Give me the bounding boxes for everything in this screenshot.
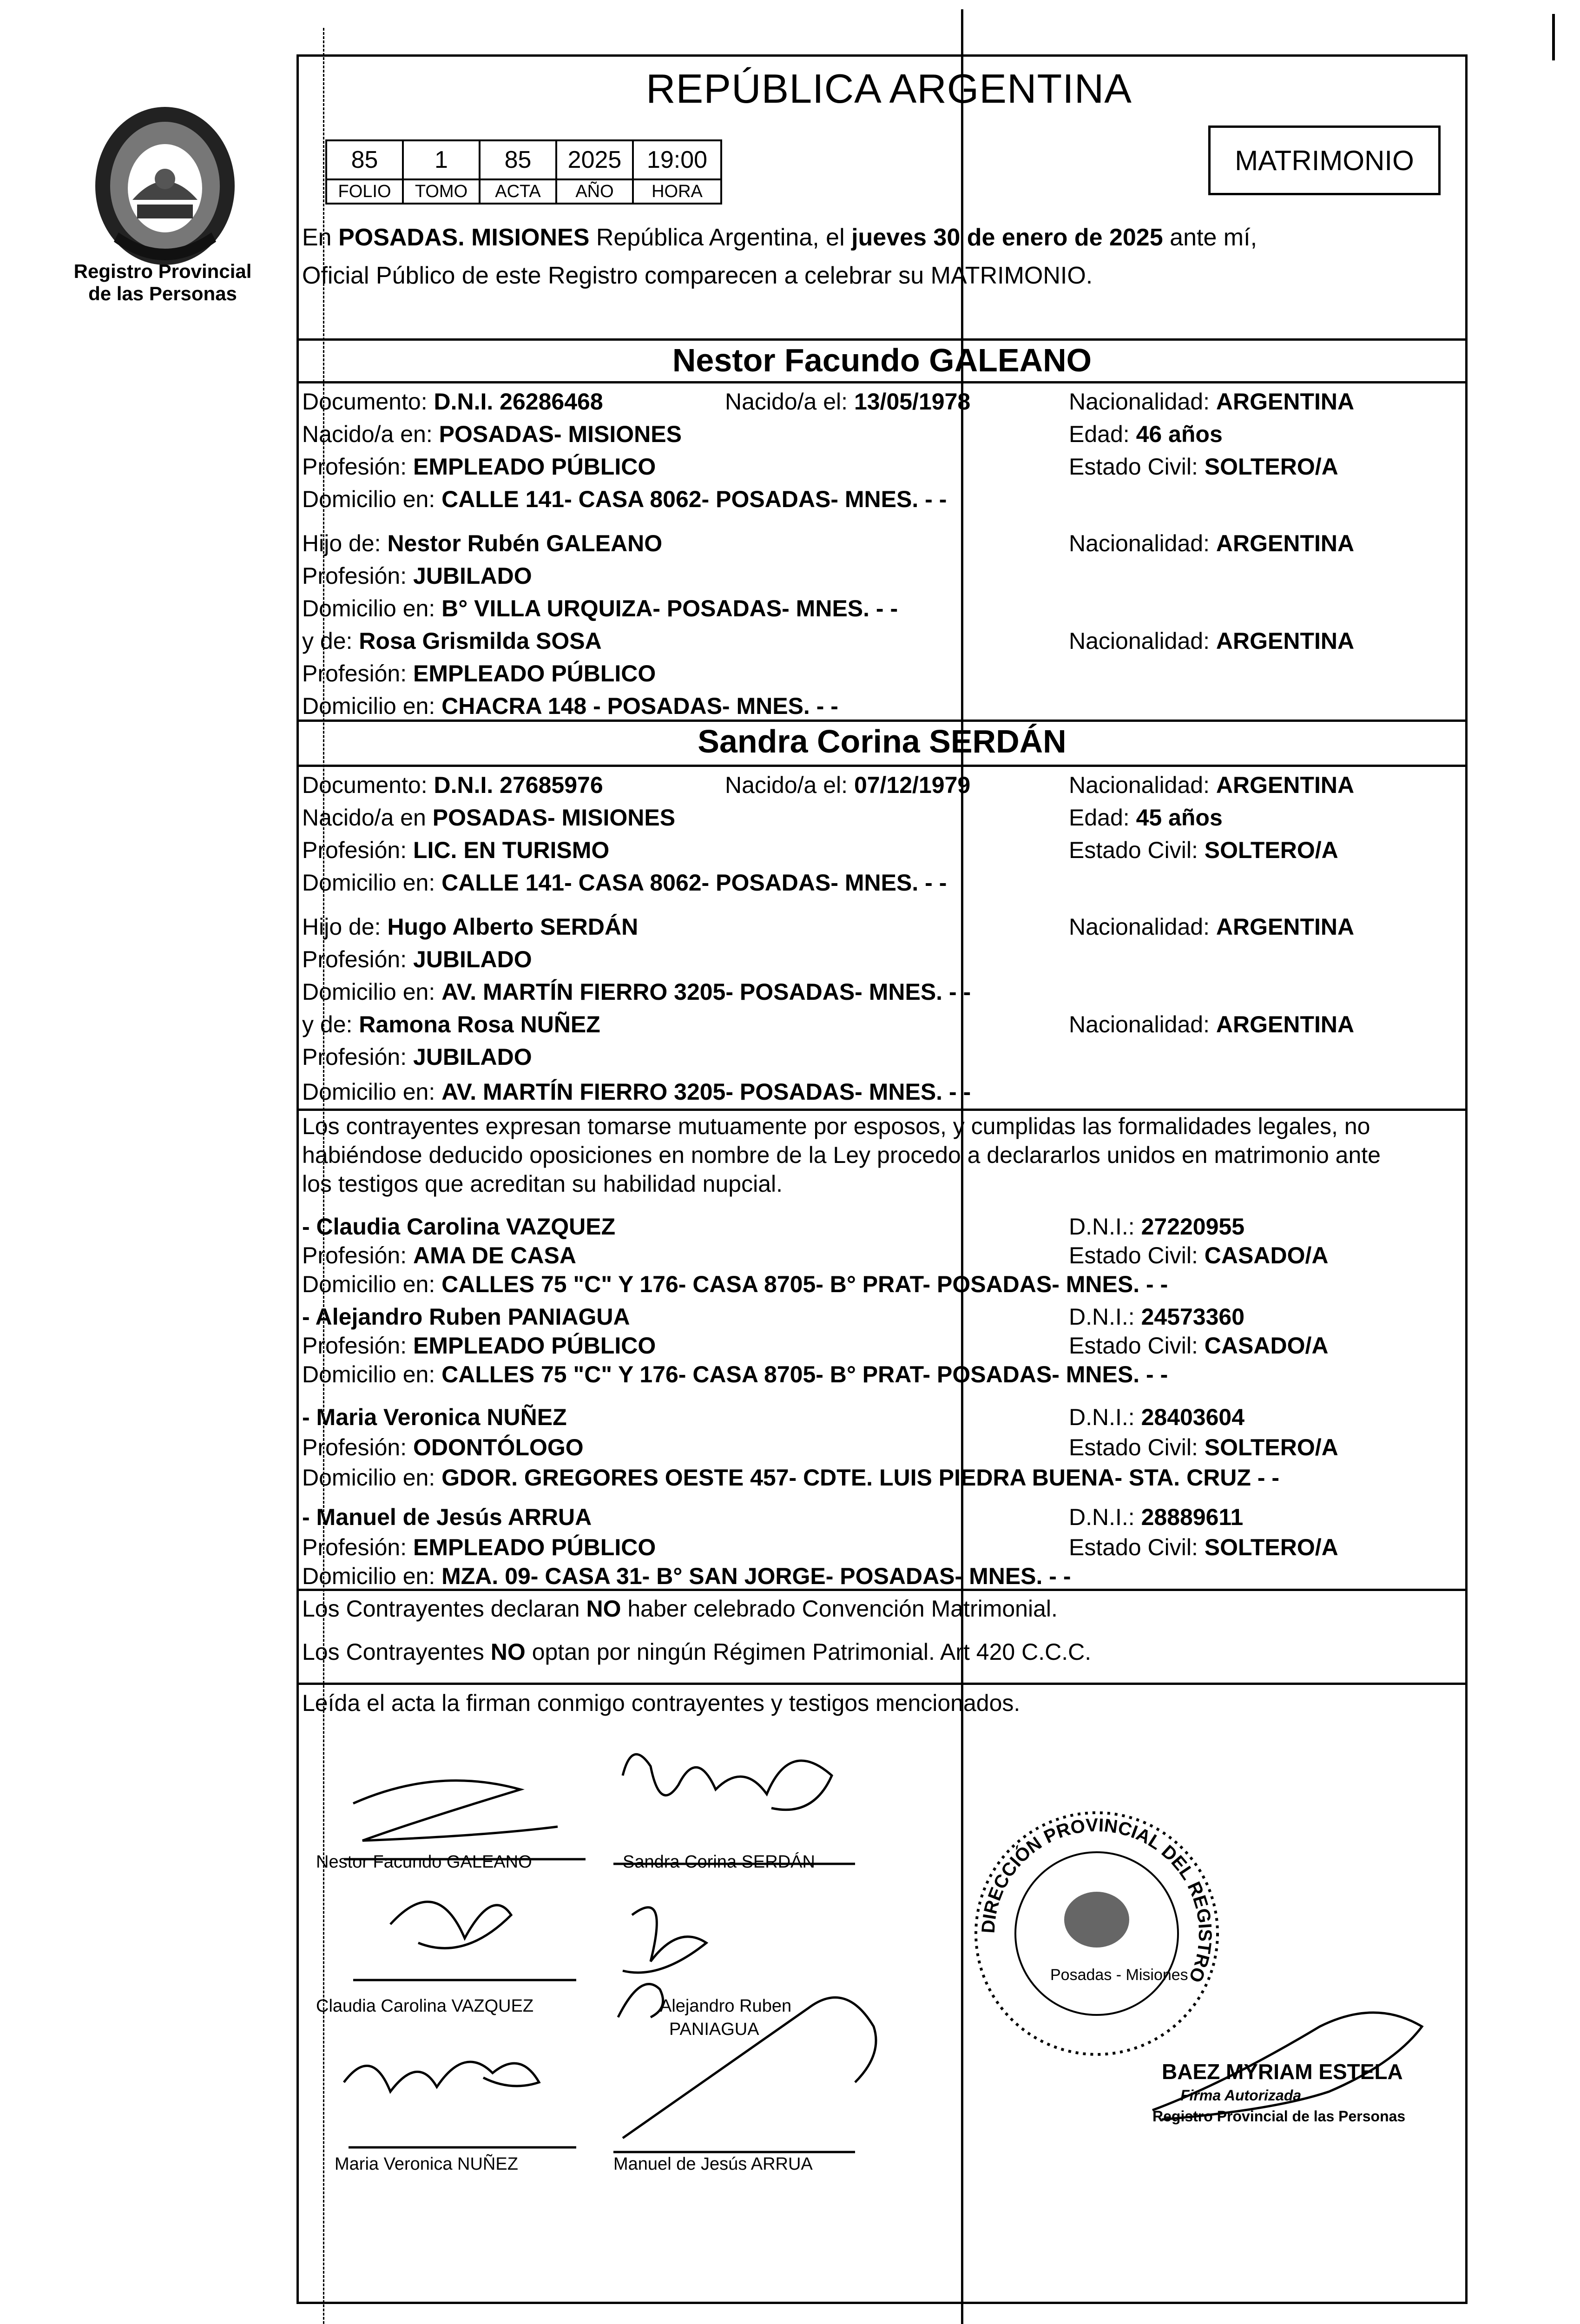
witness4-profession: Profesión: EMPLEADO PÚBLICO	[302, 1534, 656, 1560]
spouse2-father-profession: Profesión: JUBILADO	[302, 946, 532, 972]
spouse1-father-address: Domicilio en: B° VILLA URQUIZA- POSADAS- MNES. - -	[302, 595, 898, 621]
signature-label-witness2a: Alejandro Ruben	[660, 1996, 792, 2016]
hour-value: 19:00	[633, 140, 721, 179]
spouse2-age: Edad: 45 años	[1069, 805, 1223, 831]
signature-label-witness1: Claudia Carolina VAZQUEZ	[316, 1996, 534, 2016]
spouse1-profession: Profesión: EMPLEADO PÚBLICO	[302, 454, 656, 480]
signature-label-witness2b: PANIAGUA	[669, 2020, 759, 2039]
official-signature-drawing	[1134, 1971, 1441, 2138]
svg-text:DIRECCIÓN PROVINCIAL DEL REGIS: DIRECCIÓN PROVINCIAL DEL REGISTRO	[978, 1815, 1216, 1986]
registry-caption: Registro Provincial de las Personas	[73, 260, 252, 304]
spouse1-father-profession: Profesión: JUBILADO	[302, 563, 532, 589]
hour-label: HORA	[633, 179, 721, 204]
signature-label-witness4: Manuel de Jesús ARRUA	[613, 2154, 813, 2174]
year-label: AÑO	[556, 179, 633, 204]
folio-label: FOLIO	[326, 179, 403, 204]
convention-statement: Los Contrayentes declaran NO haber celebrado Convención Matrimonial.	[302, 1596, 1058, 1622]
official-role: Firma Autorizada	[1180, 2087, 1302, 2104]
witness2-civil-status: Estado Civil: CASADO/A	[1069, 1333, 1329, 1359]
country-title: REPÚBLICA ARGENTINA	[646, 66, 1132, 112]
tomo-label: TOMO	[403, 179, 480, 204]
spouse2-civil-status: Estado Civil: SOLTERO/A	[1069, 837, 1338, 863]
witness1-civil-status: Estado Civil: CASADO/A	[1069, 1242, 1329, 1268]
divider	[296, 1109, 1468, 1111]
intro-paragraph: En POSADAS. MISIONES República Argentina, el jueves 30 de enero de 2025 ante mí, Oficial Público de este Registro comparecen a celebrar su MATRIMONIO.	[302, 224, 1257, 289]
spouse1-mother-nationality: Nacionalidad: ARGENTINA	[1069, 628, 1355, 654]
spouse2-father-nationality: Nacionalidad: ARGENTINA	[1069, 914, 1355, 940]
official-name: BAEZ MYRIAM ESTELA	[1162, 2060, 1403, 2084]
witness4-name: - Manuel de Jesús ARRUA	[302, 1504, 592, 1530]
signature-label-witness3: Maria Veronica NUÑEZ	[335, 2154, 518, 2174]
signature-label-spouse1: Nestor Facundo GALEANO	[316, 1852, 532, 1872]
divider	[296, 338, 1468, 341]
witness4-civil-status: Estado Civil: SOLTERO/A	[1069, 1534, 1338, 1560]
signature-label-spouse2: Sandra Corina SERDÁN	[623, 1852, 815, 1872]
witness3-dni: D.N.I.: 28403604	[1069, 1404, 1245, 1430]
witness1-profession: Profesión: AMA DE CASA	[302, 1242, 576, 1268]
spouse2-profession: Profesión: LIC. EN TURISMO	[302, 837, 610, 863]
divider	[296, 720, 1468, 722]
spouse1-mother-address: Domicilio en: CHACRA 148 - POSADAS- MNES. - -	[302, 693, 838, 719]
spouse1-nationality: Nacionalidad: ARGENTINA	[1069, 389, 1355, 415]
document-type-box: MATRIMONIO	[1208, 125, 1441, 195]
act-reference-table	[325, 139, 722, 205]
declaration-paragraph: Los contrayentes expresan tomarse mutuamente por esposos, y cumplidas las formalidades legales, no habiéndose deducido oposiciones en nombre de la Ley procedo a declararlos unidos en matrimonio ante los testigos que acreditan su habilidad nupcial.	[302, 1113, 1381, 1197]
spouse2-nationality: Nacionalidad: ARGENTINA	[1069, 772, 1355, 798]
spouse2-mother-nationality: Nacionalidad: ARGENTINA	[1069, 1011, 1355, 1037]
spouse2-birthdate: Nacido/a el: 07/12/1979	[725, 772, 971, 798]
folio-value: 85	[326, 140, 403, 179]
spouse1-document: Documento: D.N.I. 26286468	[302, 389, 603, 415]
divider	[296, 381, 1468, 383]
tomo-value: 1	[403, 140, 480, 179]
spouse1-mother-profession: Profesión: EMPLEADO PÚBLICO	[302, 660, 656, 687]
official-office: Registro Provincial de las Personas	[1152, 2108, 1406, 2125]
witness2-name: - Alejandro Ruben PANIAGUA	[302, 1304, 630, 1330]
spouse2-document: Documento: D.N.I. 27685976	[302, 772, 603, 798]
spouse2-name: Sandra Corina SERDÁN	[698, 723, 1066, 759]
spouse2-father-address: Domicilio en: AV. MARTÍN FIERRO 3205- POSADAS- MNES. - -	[302, 979, 971, 1005]
witness2-dni: D.N.I.: 24573360	[1069, 1304, 1245, 1330]
spouse2-birthplace: Nacido/a en POSADAS- MISIONES	[302, 805, 676, 831]
witness4-address: Domicilio en: MZA. 09- CASA 31- B° SAN JORGE- POSADAS- MNES. - -	[302, 1563, 1071, 1589]
witness3-profession: Profesión: ODONTÓLOGO	[302, 1434, 584, 1460]
spouse1-age: Edad: 46 años	[1069, 421, 1223, 447]
witness2-profession: Profesión: EMPLEADO PÚBLICO	[302, 1333, 656, 1359]
signatures-drawing	[297, 1720, 967, 2208]
spouse1-birthplace: Nacido/a en: POSADAS- MISIONES	[302, 421, 682, 447]
spouse2-mother: y de: Ramona Rosa NUÑEZ	[302, 1011, 600, 1037]
spouse1-birthdate: Nacido/a el: 13/05/1978	[725, 389, 971, 415]
year-value: 2025	[556, 140, 633, 179]
spouse1-address: Domicilio en: CALLE 141- CASA 8062- POSADAS- MNES. - -	[302, 486, 947, 512]
witness1-name: - Claudia Carolina VAZQUEZ	[302, 1214, 616, 1240]
spouse2-mother-profession: Profesión: JUBILADO	[302, 1044, 532, 1070]
acta-label: ACTA	[480, 179, 556, 204]
regime-statement: Los Contrayentes NO optan por ningún Régimen Patrimonial. Art 420 C.C.C.	[302, 1639, 1092, 1665]
spouse1-father-nationality: Nacionalidad: ARGENTINA	[1069, 530, 1355, 556]
spouse1-mother: y de: Rosa Grismilda SOSA	[302, 628, 602, 654]
witness4-dni: D.N.I.: 28889611	[1069, 1504, 1244, 1530]
witness1-address: Domicilio en: CALLES 75 "C" Y 176- CASA 8705- B° PRAT- POSADAS- MNES. - -	[302, 1271, 1168, 1297]
spouse2-father: Hijo de: Hugo Alberto SERDÁN	[302, 914, 639, 940]
closing-statement: Leída el acta la firman conmigo contrayentes y testigos mencionados.	[302, 1690, 1020, 1716]
spouse2-address: Domicilio en: CALLE 141- CASA 8062- POSADAS- MNES. - -	[302, 870, 947, 896]
witness1-dni: D.N.I.: 27220955	[1069, 1214, 1245, 1240]
divider	[296, 765, 1468, 767]
witness3-name: - Maria Veronica NUÑEZ	[302, 1404, 567, 1430]
svg-text:Posadas - Misiones: Posadas - Misiones	[1050, 1966, 1188, 1984]
witness3-civil-status: Estado Civil: SOLTERO/A	[1069, 1434, 1338, 1460]
province-seal-icon	[86, 93, 244, 279]
divider	[296, 1683, 1468, 1685]
spouse1-name: Nestor Facundo GALEANO	[672, 342, 1092, 378]
scan-mark	[1552, 14, 1555, 60]
witness3-address: Domicilio en: GDOR. GREGORES OESTE 457- CDTE. LUIS PIEDRA BUENA- STA. CRUZ - -	[302, 1465, 1280, 1491]
spouse2-mother-address: Domicilio en: AV. MARTÍN FIERRO 3205- POSADAS- MNES. - -	[302, 1079, 971, 1105]
witness2-address: Domicilio en: CALLES 75 "C" Y 176- CASA 8705- B° PRAT- POSADAS- MNES. - -	[302, 1361, 1168, 1387]
spouse1-civil-status: Estado Civil: SOLTERO/A	[1069, 454, 1338, 480]
spouse1-father: Hijo de: Nestor Rubén GALEANO	[302, 530, 663, 556]
acta-value: 85	[480, 140, 556, 179]
